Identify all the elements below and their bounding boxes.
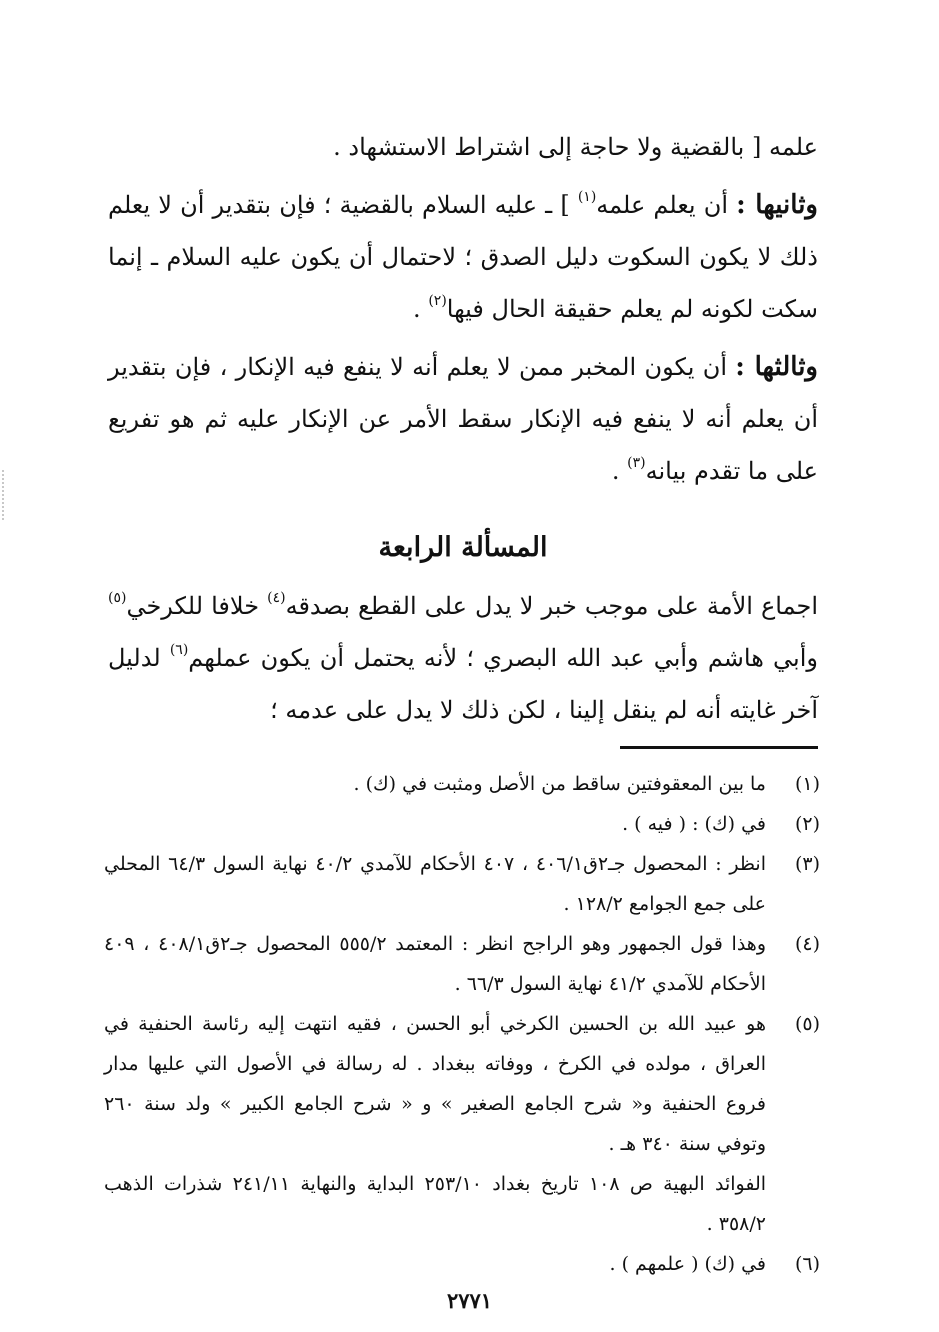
footnote-number: (١) — [794, 773, 820, 795]
footnote-5 — [104, 1004, 820, 1164]
paragraph-2-text-a: أن يعلم علمه — [596, 191, 729, 219]
footnote-5-sources — [104, 1164, 820, 1244]
section-heading: المسألة الرابعة — [378, 532, 548, 563]
footnote-text: انظر : المحصول جـ٢ق٤٠٦/١ ، ٤٠٧ الأحكام للآمدي ٤٠/٢ نهاية السول ٦٤/٣ المحلي على جمع الجوامع ١٢٨/٢ . — [104, 853, 766, 915]
page-number: ٢٧٧١ — [446, 1288, 493, 1313]
footnote-number: (٦) — [794, 1253, 820, 1275]
paragraph-2-text-b: ] ـ عليه السلام بالقضية ؛ فإن بتقدير أن لا يعلم ذلك لا يكون السكوت دليل الصدق ؛ لاحتمال أن يكون عليه السلام ـ إنما سكت لكونه لم يعلم حقيقة الحال فيها — [108, 191, 818, 323]
paragraph-4-text-b: خلافا للكرخي — [126, 592, 260, 620]
footnote-text: في (ك) ( علمهم ) . — [609, 1253, 766, 1275]
footnote-ref-1[interactable]: (١) — [577, 189, 597, 205]
footnote-number: (٢) — [794, 813, 820, 835]
paragraph-3 — [108, 341, 818, 497]
footnote-ref-5[interactable]: (٥) — [108, 590, 127, 606]
footnote-text: الفوائد البهية ص ١٠٨ تاريخ بغداد ٢٥٣/١٠ البداية والنهاية ٢٤١/١١ شذرات الذهب ٣٥٨/٢ . — [104, 1173, 767, 1235]
footnote-ref-6[interactable]: (٦) — [169, 642, 189, 658]
footnote-text: في (ك) : ( فيه ) . — [622, 813, 766, 835]
scan-margin-dots — [2, 470, 10, 520]
paragraph-4 — [108, 580, 818, 736]
paragraph-3-lead: وثالثها : — [735, 352, 818, 382]
paragraph-1: علمه [ بالقضية ولا حاجة إلى اشتراط الاستشهاد . — [333, 133, 818, 161]
footnote-3 — [104, 844, 820, 924]
footnote-number — [766, 1164, 820, 1244]
paragraph-3-text: أن يكون المخبر ممن لا يعلم أنه لا ينفع فيه الإنكار ، فإن بتقدير أن يعلم أنه لا ينفع فيه الإنكار سقط الأمر عن الإنكار عليه ثم هو تفريع على ما تقدم بيانه — [108, 353, 818, 485]
paragraph-2-end: . — [413, 295, 421, 323]
footnote-number: (٣) — [794, 853, 820, 875]
footnote-text: وهذا قول الجمهور وهو الراجح انظر : المعتمد ٥٥٥/٢ المحصول جـ٢ق٤٠٨/١ ، ٤٠٩ الأحكام للآمدي ٤١/٢ نهاية السول ٦٦/٣ . — [104, 933, 767, 995]
footnotes — [104, 764, 820, 1284]
footnote-text: ما بين المعقوفتين ساقط من الأصل ومثبت في (ك) . — [353, 773, 766, 795]
paragraph-4-text-d: لدليل آخر غايته أنه لم ينقل إلينا ، لكن ذلك لا يدل على عدمه ؛ — [108, 644, 818, 724]
footnote-text: هو عبيد الله بن الحسين الكرخي أبو الحسن ، فقيه انتهت إليه رئاسة الحنفية في العراق ، مولده في الكرخ ، ووفاته ببغداد . له رسالة في الأصول التي عليها مدار فروع الحنفية و« شرح الجامع الصغير » و « شرح الجامع الكبير » ولد سنة ٢٦٠ وتوفي سنة ٣٤٠ هـ . — [104, 1013, 766, 1155]
body-text-top — [108, 121, 818, 497]
paragraph-2-lead: وثانيها : — [736, 190, 818, 220]
footnote-separator — [620, 746, 818, 749]
footnote-ref-2[interactable]: (٢) — [428, 293, 447, 309]
footnote-1 — [104, 764, 820, 804]
footnote-ref-4[interactable]: (٤) — [267, 590, 286, 606]
footnote-number: (٥) — [794, 1013, 820, 1035]
footnote-4 — [104, 924, 820, 1004]
footnote-number: (٤) — [794, 933, 820, 955]
footnote-6 — [104, 1244, 820, 1284]
paragraph-4-text-a: اجماع الأمة على موجب خبر لا يدل على القطع بصدقه — [285, 592, 818, 620]
paragraph-4-text-c: وأبي هاشم وأبي عبد الله البصري ؛ لأنه يحتمل أن يكون عملهم — [188, 644, 818, 672]
body-text-section — [108, 580, 818, 736]
paragraph-3-end: . — [611, 457, 620, 485]
paragraph-2 — [108, 179, 818, 335]
footnote-ref-3[interactable]: (٣) — [627, 455, 646, 471]
footnote-2 — [104, 804, 820, 844]
